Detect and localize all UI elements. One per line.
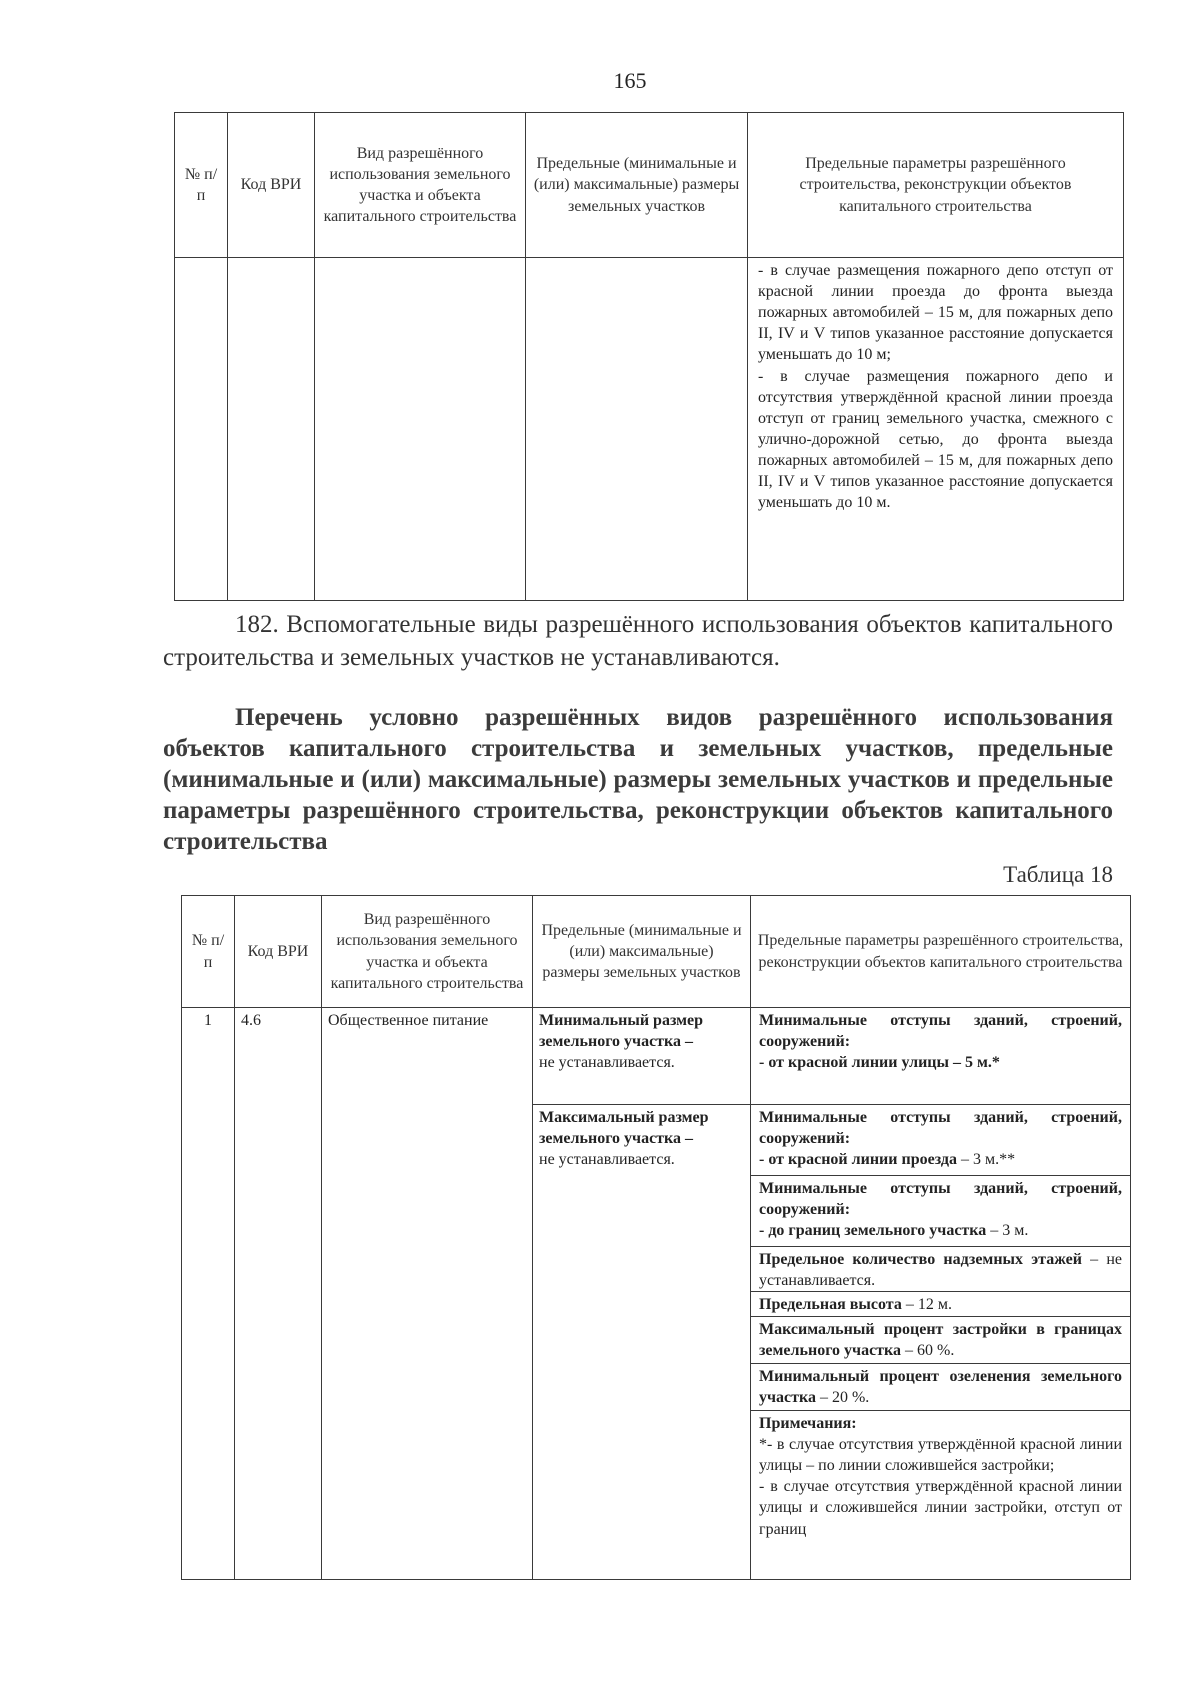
params-block — [751, 1317, 1130, 1364]
top-table-header — [175, 113, 1124, 258]
params-label: Минимальные отступы зданий, строений, сооружений: — [759, 1180, 1122, 1219]
params-block — [751, 1008, 1130, 1105]
params-cell — [751, 1008, 1131, 1580]
size-min-value: не устанавливается. — [539, 1054, 675, 1072]
table-18 — [181, 895, 1131, 1580]
table-caption: Таблица 18 — [1003, 862, 1113, 887]
row-use: Общественное питание — [322, 1008, 533, 1580]
paragraph-182: 182. Вспомогательные виды разрешённого использования объектов капитального строительства и земельных участков не устанавливаются. — [163, 611, 1113, 671]
col-size-header: Предельные (минимальные и (или) максимальные) размеры земельных участков — [533, 896, 751, 1008]
size-min-label: Минимальный размер земельного участка – — [539, 1012, 704, 1051]
size-max-label: Максимальный размер земельного участка – — [539, 1109, 709, 1148]
notes-title: Примечания: — [759, 1415, 857, 1432]
col-size-header: Предельные (минимальные и (или) максимальные) размеры земельных участков — [526, 113, 748, 258]
table-row — [182, 1008, 1131, 1580]
col-num-header: № п/п — [182, 896, 235, 1008]
params-value: – 20 %. — [815, 1389, 870, 1407]
note-line: - в случае отсутствия утверждённой красной линии улицы и сложившейся линии застройки, отступ от границ — [759, 1478, 1122, 1538]
col-code-header: Код ВРИ — [228, 113, 315, 258]
empty-cell — [526, 258, 748, 601]
params-cell — [748, 258, 1124, 601]
params-detail: - от красной линии проезда — [759, 1151, 957, 1169]
params-detail: - от красной линии улицы – 5 м.* — [759, 1054, 1000, 1072]
col-use-header: Вид разрешённого использования земельного участка и объекта капитального строительства — [315, 113, 526, 258]
params-value: – 12 м. — [901, 1296, 952, 1313]
col-params-header: Предельные параметры разрешённого строительства, реконструкции объектов капитального строительства — [748, 113, 1124, 258]
params-label: Максимальный процент застройки в границах земельного участка — [759, 1321, 1122, 1360]
params-label: Предельное количество надземных этажей — [759, 1251, 1082, 1268]
empty-cell — [175, 258, 228, 601]
empty-cell — [315, 258, 526, 601]
params-block — [751, 1364, 1130, 1411]
col-code-header: Код ВРИ — [235, 896, 322, 1008]
params-label: Минимальный процент озеленения земельного участка — [759, 1368, 1122, 1407]
col-num-header: № п/п — [175, 113, 228, 258]
params-block — [751, 1105, 1130, 1176]
params-block — [751, 1176, 1130, 1247]
top-table — [174, 112, 1124, 601]
params-label: Минимальные отступы зданий, строений, сооружений: — [759, 1012, 1122, 1051]
params-value: – не устанавливается. — [759, 1251, 1122, 1290]
size-min-block — [533, 1008, 750, 1105]
row-code: 4.6 — [235, 1008, 322, 1580]
params-value: – 3 м. — [986, 1222, 1029, 1240]
empty-cell — [228, 258, 315, 601]
size-cell — [533, 1008, 751, 1580]
section-heading: Перечень условно разрешённых видов разрешённого использования объектов капитального строительства и земельных участков, предельные (минимальные и (или) максимальные) размеры земельных участков и предельные параметры разрешённого строительства, реконструкции объектов капитального строительства — [163, 704, 1113, 855]
params-label: Предельная высота — [759, 1296, 902, 1313]
params-detail: - до границ земельного участка — [759, 1222, 987, 1240]
params-block — [751, 1292, 1130, 1317]
params-line: - в случае размещения пожарного депо отступ от красной линии проезда до фронта выезда пожарных автомобилей – 15 м, для пожарных депо II, IV и V типов указанное расстояние допускается уменьшать до 10 м; — [758, 262, 1113, 364]
page-number: 165 — [613, 68, 647, 93]
params-label: Минимальные отступы зданий, строений, сооружений: — [759, 1109, 1122, 1148]
row-number: 1 — [182, 1008, 235, 1580]
size-max-block — [533, 1105, 750, 1172]
note-line: *- в случае отсутствия утверждённой красной линии улицы – по линии сложившейся застройки; — [759, 1436, 1122, 1475]
notes-block — [751, 1411, 1130, 1579]
size-max-value: не устанавливается. — [539, 1151, 675, 1169]
col-use-header: Вид разрешённого использования земельного участка и объекта капитального строительства — [322, 896, 533, 1008]
params-block — [751, 1247, 1130, 1292]
params-value: – 3 м.** — [956, 1151, 1016, 1169]
col-params-header: Предельные параметры разрешённого строительства, реконструкции объектов капитального строительства — [751, 896, 1131, 1008]
params-value: – 60 %. — [901, 1342, 955, 1360]
table-18-header — [182, 896, 1131, 1008]
params-line: - в случае размещения пожарного депо и отсутствия утверждённой красной линии проезда отступ от границ земельного участка, смежного с улично-дорожной сетью, до фронта выезда пожарных автомобилей – 15 м, для пожарных депо II, IV и V типов указанное расстояние допускается уменьшать до 10 м. — [758, 367, 1113, 512]
table-row — [175, 258, 1124, 601]
